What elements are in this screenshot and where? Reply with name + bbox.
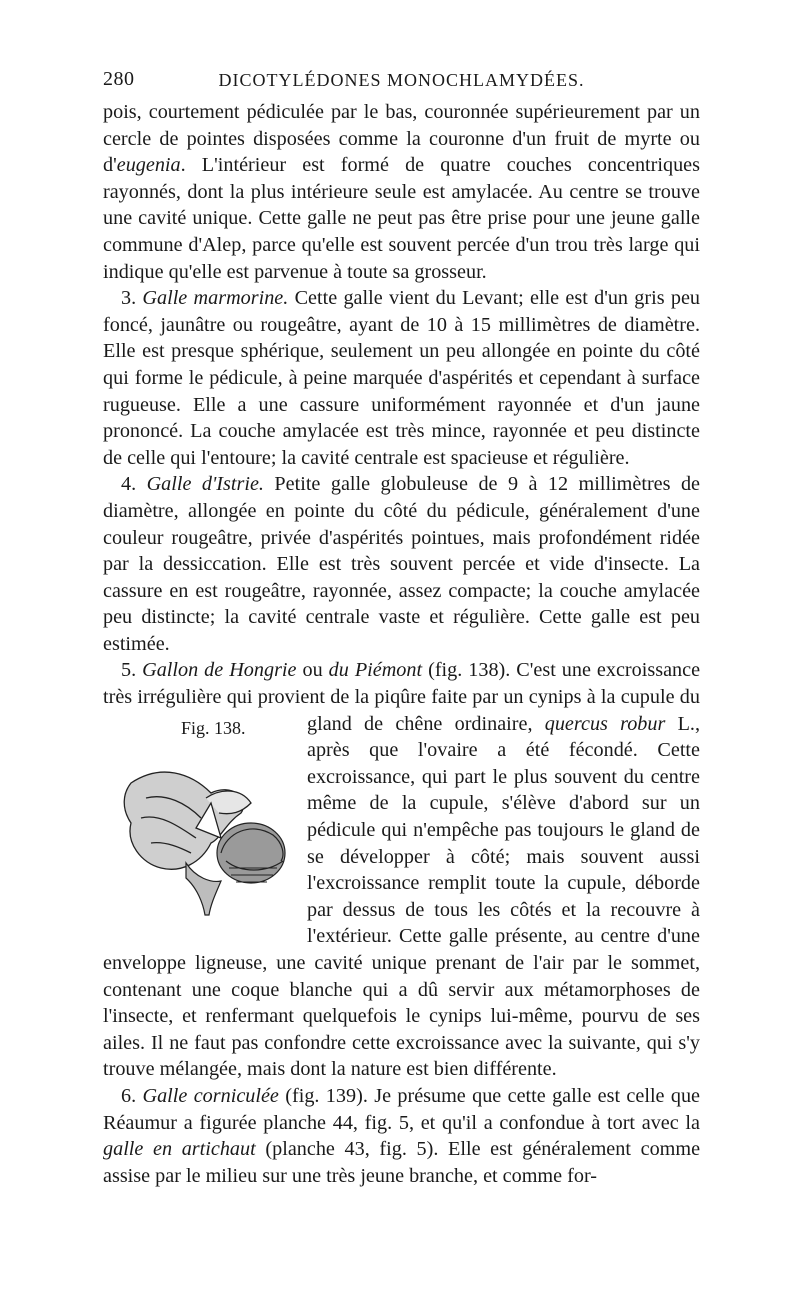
body-text — [103, 99, 700, 1189]
section-title: du Piémont — [328, 659, 423, 682]
paragraph-gallon-hongrie: 5. Gallon de Hongrie ou du Piémont (fig. 138). C'est une excroissance très irrégulière qui provient de la piqûre faite par un cynips à la cupule du gland de chêne ordinaire, quercus robur Fig. 138. L., après que l'ovaire a été fécondé. Cette excroissance, qui part le plus souvent du centre même de la cupule, s'élève d'abord sur un pédicule qui n'empêche pas toujours le gland de se développer à côté; mais souvent aussi l'excroissance remplit toute la cupule, déborde par dessus de tous les côtés et la recouvre à l'extérieur. Cette galle présente, au centre d'une enveloppe ligneuse, une cavité unique prenant de l'air par le sommet, contenant une coque blanche qui a dû servir aux métamorphoses de l'insecte, et renfermant quelquefois le cynips lui-même, pourvu de ses ailes. Il ne faut pas confondre cette excroissance avec la suivante, qui s'y trouve mélangée, mais dont la nature est bien différente. — [103, 659, 701, 1081]
paragraph-galle-istrie: 4. Galle d'Istrie. Petite galle globuleuse de 9 à 12 millimètres de diamètre, allongée en pointe du côté du pédicule, généralement d'une couleur rougeâtre, privée d'aspérités pointues, mais profondément ridée par la dessiccation. Elle est très souvent percée et vide d'insecte. La cassure en est rougeâtre, rayonnée, assez compacte; la couche amylacée peu distincte; la cavité centrale vaste et régulière. Cette galle est peu estimée. — [103, 473, 701, 655]
running-header — [103, 68, 700, 94]
section-title: Galle marmorine. — [142, 287, 289, 310]
paragraph-galle-marmorine: 3. Galle marmorine. Cette galle vient du Levant; elle est d'un gris peu foncé, jaunâtre ou rougeâtre, ayant de 10 à 15 millimètres de diamètre. Elle est presque sphérique, seulement un peu allongée en pointe du côté qui forme le pédicule, à peine marquée d'aspérités et cependant à surface rugueuse. Elle a une cassure uniformément rayonnée et d'un jaune prononcé. La couche amylacée est très mince, rayonnée et peu distincte de celle qui l'entoure; la cavité centrale est spacieuse et régulière. — [103, 287, 700, 469]
section-title: Gallon de Hongrie — [142, 659, 297, 682]
page-number: 280 — [103, 68, 135, 90]
gall-illustration — [101, 743, 297, 923]
species-name: quercus robur — [544, 712, 666, 735]
section-title: Galle d'Istrie. — [146, 473, 264, 496]
running-title: DICOTYLÉDONES MONOCHLAMYDÉES. — [218, 70, 585, 90]
figure-138 — [101, 715, 297, 927]
paragraph-galle-corniculee: 6. Galle corniculée (fig. 139). Je présume que cette galle est celle que Réaumur a figurée planche 44, fig. 5, et qu'il a confondue à tort avec la galle en artichaut (planche 43, fig. 5). Elle est généralement comme assise par le milieu sur une très jeune branche, et comme for- — [103, 1084, 701, 1187]
figure-label: Fig. 138. — [181, 717, 246, 738]
paragraph-continued: pois, courtement pédiculée par le bas, couronnée supérieurement par un cercle de pointes disposées comme la couronne d'un fruit de myrte ou d'eugenia. L'intérieur est formé de quatre couches concentriques rayonnés, dont la plus intérieure seule est amylacée. Au centre se trouve une cavité unique. Cette galle ne peut pas être prise pour une jeune galle commune d'Alep, parce qu'elle est souvent percée d'un trou très large qui indique qu'elle est parvenue à toute sa grosseur. — [103, 101, 700, 283]
section-title: Galle corniculée — [142, 1084, 279, 1107]
